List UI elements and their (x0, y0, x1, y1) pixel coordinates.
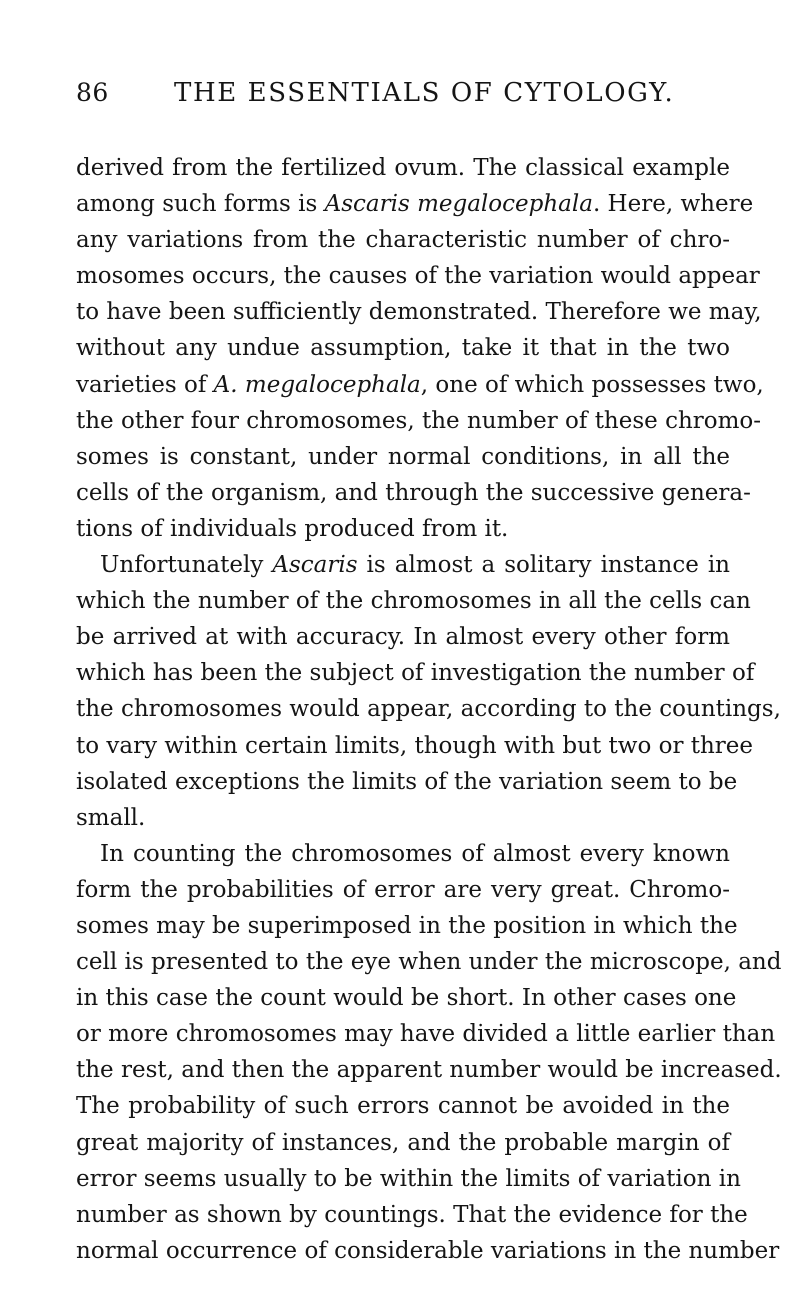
text-line: which the number of the chromosomes in all the cells can (76, 588, 751, 615)
running-title: THE ESSENTIALS OF CYTOLOGY. (174, 78, 675, 108)
text-line: the other four chromosomes, the number of these chromo- (76, 407, 762, 434)
text-line: The probability of such errors cannot be avoided in the (76, 1093, 730, 1120)
body-text (76, 150, 782, 1269)
text-line: cell is presented to the eye when under the microscope, and (76, 949, 782, 976)
text-line: somes may be superimposed in the position in which the (76, 912, 738, 939)
text-line: in this case the count would be short. In other cases one (76, 985, 737, 1012)
text-line: any variations from the characteristic number of chro- (76, 227, 730, 254)
text-line: to vary within certain limits, though with but two or three (76, 732, 754, 759)
text-line: cells of the organism, and through the successive genera- (76, 479, 751, 506)
text-line: be arrived at with accuracy. In almost every other form (76, 624, 730, 651)
text-line: derived from the fertilized ovum. The classical example (76, 155, 730, 181)
text-line: the rest, and then the apparent number would be increased. (76, 1057, 782, 1084)
text-line: or more chromosomes may have divided a little earlier than (76, 1021, 776, 1048)
text-line: to have been sufficiently demonstrated. Therefore we may, (76, 299, 762, 326)
text-line: somes is constant, under normal conditions, in all the (76, 443, 730, 470)
species-name: Ascaris (272, 552, 358, 579)
text-line: among such forms is Ascaris megalocephala. Here, where (76, 191, 754, 218)
text-line: varieties of A. megalocephala, one of which possesses two, (76, 371, 764, 398)
page-number: 86 (76, 78, 109, 107)
text-line: mosomes occurs, the causes of the variation would appear (76, 263, 760, 290)
text-line-paragraph-start: Unfortunately Ascaris is almost a solitary instance in (100, 552, 730, 579)
page-header (76, 78, 730, 118)
text-line: without any undue assumption, take it that in the two (76, 335, 730, 362)
species-name: Ascaris megalocephala (324, 191, 593, 218)
text-line: the chromosomes would appear, according to the countings, (76, 696, 781, 723)
text-line: which has been the subject of investigation the number of (76, 660, 755, 687)
text-line: form the probabilities of error are very great. Chromo- (76, 876, 730, 903)
text-line: great majority of instances, and the probable margin of (76, 1129, 730, 1156)
text-line: isolated exceptions the limits of the variation seem to be (76, 768, 738, 795)
text-line: normal occurrence of considerable variations in the number (76, 1237, 780, 1264)
species-name: A. megalocephala (213, 371, 421, 398)
text-line-paragraph-end: small. (76, 804, 146, 831)
text-line-paragraph-end: tions of individuals produced from it. (76, 515, 509, 542)
text-line: number as shown by countings. That the evidence for the (76, 1201, 748, 1228)
text-line-paragraph-start: In counting the chromosomes of almost every known (100, 840, 730, 867)
text-line: error seems usually to be within the limits of variation in (76, 1165, 741, 1192)
